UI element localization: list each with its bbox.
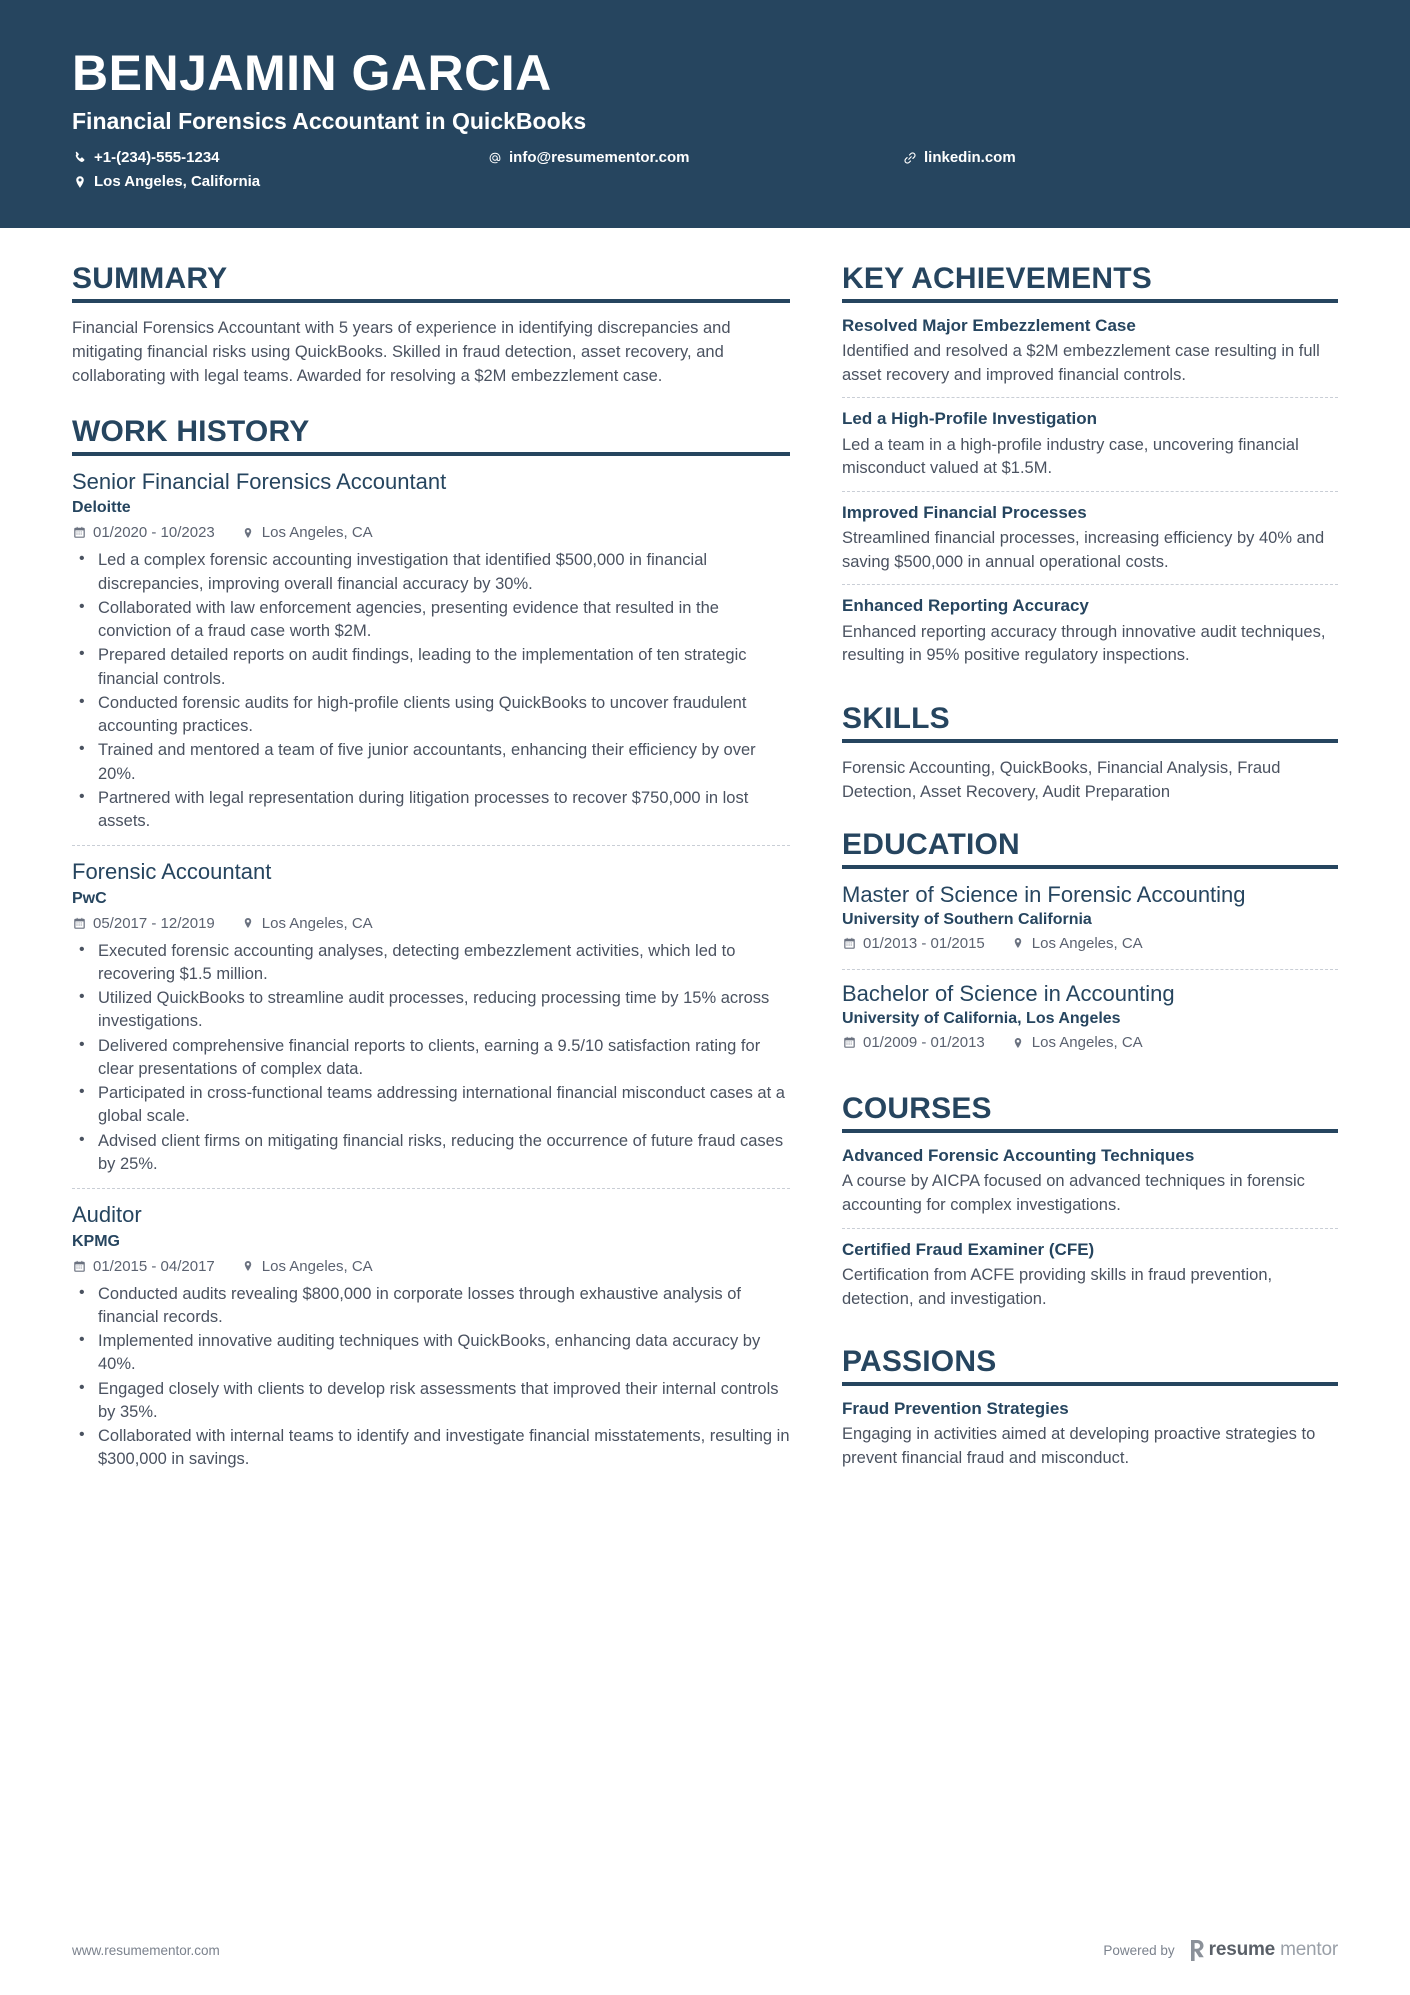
calendar-icon (72, 916, 86, 930)
work-bullet: • Collaborated with internal teams to identify and investigate financial misstatements, resulting in $300,000 in savings. (94, 1425, 790, 1472)
work-entry (72, 469, 790, 845)
calendar-icon (72, 1259, 86, 1273)
course-title: Advanced Forensic Accounting Techniques (842, 1145, 1195, 1165)
work-bullet: • Prepared detailed reports on audit findings, leading to the implementation of ten strategic financial controls. (94, 644, 790, 691)
header-job-title: Financial Forensics Accountant in QuickBooks (72, 108, 587, 134)
work-history-heading-rule (72, 452, 790, 456)
work-meta (72, 524, 790, 541)
work-bullet: • Executed forensic accounting analyses, detecting embezzlement activities, which led to recovering $1.5 million. (94, 940, 790, 987)
contact-row-secondary (72, 173, 1338, 190)
left-column (72, 228, 790, 1511)
education-heading-rule (842, 865, 1338, 869)
key-achievements-heading-rule (842, 299, 1338, 303)
achievement-title: Improved Financial Processes (842, 502, 1087, 522)
section-work-history (72, 415, 790, 1483)
work-bullet: • Collaborated with law enforcement agencies, presenting evidence that resulted in the conviction of a fraud case worth $2M. (94, 597, 790, 644)
work-location (241, 1258, 373, 1275)
resume-header (0, 0, 1410, 228)
work-role: Senior Financial Forensics Accountant (72, 468, 447, 494)
achievement-title: Led a High-Profile Investigation (842, 409, 1098, 429)
contact-phone-text: +1-(234)-555-1234 (94, 149, 220, 166)
work-dates-text: 01/2015 - 04/2017 (93, 1257, 215, 1275)
course-title: Certified Fraud Examiner (CFE) (842, 1239, 1095, 1259)
work-bullet: • Implemented innovative auditing techniques with QuickBooks, enhancing data accuracy by 40%. (94, 1330, 790, 1377)
map-pin-icon (1011, 1036, 1025, 1050)
work-dates-text: 05/2017 - 12/2019 (93, 914, 215, 932)
work-role: Auditor (72, 1202, 142, 1228)
work-dates (72, 1258, 215, 1275)
work-role: Forensic Accountant (72, 859, 272, 885)
education-dates-text: 01/2013 - 01/2015 (863, 934, 985, 952)
section-summary (72, 262, 790, 388)
achievement-desc: Identified and resolved a $2M embezzlement case resulting in full asset recovery and improved financial controls. (842, 341, 1320, 384)
work-bullet: • Participated in cross-functional teams addressing international financial misconduct cases at a global scale. (94, 1082, 790, 1129)
section-passions (842, 1345, 1338, 1480)
achievement-desc: Led a team in a high-profile industry case, uncovering financial misconduct valued at $1.5M. (842, 435, 1299, 478)
work-location-text: Los Angeles, CA (261, 914, 373, 932)
education-meta (842, 1034, 1338, 1051)
achievement-item (842, 316, 1338, 398)
courses-heading: COURSES (842, 1092, 992, 1126)
calendar-icon (842, 936, 856, 950)
course-item (842, 1146, 1338, 1228)
work-company: Deloitte (72, 499, 131, 517)
resumementor-mark-icon (1189, 1940, 1204, 1961)
education-location-text: Los Angeles, CA (1031, 934, 1143, 952)
education-location-text: Los Angeles, CA (1031, 1034, 1143, 1052)
passion-title: Fraud Prevention Strategies (842, 1398, 1069, 1418)
achievement-title: Resolved Major Embezzlement Case (842, 315, 1136, 335)
courses-heading-rule (842, 1129, 1338, 1133)
work-location (241, 524, 373, 541)
contact-row-primary (72, 149, 1338, 166)
section-education (842, 828, 1338, 1068)
page-title: BENJAMIN GARCIA (72, 45, 552, 101)
education-degree: Bachelor of Science in Accounting (842, 980, 1175, 1006)
work-dates (72, 915, 215, 932)
contact-location (72, 173, 487, 190)
work-location (241, 915, 373, 932)
passion-desc: Engaging in activities aimed at developing proactive strategies to prevent financial fraud and misconduct. (842, 1425, 1316, 1467)
calendar-icon (72, 526, 86, 540)
work-bullets (72, 1283, 790, 1472)
section-courses (842, 1092, 1338, 1321)
calendar-icon (842, 1036, 856, 1050)
resume-footer (0, 1939, 1410, 1961)
contact-location-text: Los Angeles, California (94, 173, 261, 190)
work-bullet: • Led a complex forensic accounting investigation that identified $500,000 in financial discrepancies, improving overall financial accuracy by 30%. (94, 549, 790, 596)
contact-email[interactable] (487, 149, 902, 166)
link-icon (902, 150, 917, 165)
contact-email-text: info@resumementor.com (509, 149, 690, 166)
work-bullet: • Delivered comprehensive financial reports to clients, earning a 9.5/10 satisfaction rating for clear presentations of complex data. (94, 1035, 790, 1082)
work-bullet: • Conducted audits revealing $800,000 in corporate losses through exhaustive analysis of financial records. (94, 1283, 790, 1330)
summary-heading: SUMMARY (72, 262, 228, 295)
key-achievements-heading: KEY ACHIEVEMENTS (842, 262, 1152, 295)
phone-icon (72, 150, 87, 165)
resumementor-logo (1189, 1939, 1338, 1961)
work-entry (72, 1188, 790, 1483)
course-item (842, 1228, 1338, 1322)
work-bullet: • Conducted forensic audits for high-profile clients using QuickBooks to uncover fraudulent accounting practices. (94, 692, 790, 739)
skills-heading-rule (842, 739, 1338, 743)
contact-link-text: linkedin.com (924, 149, 1016, 166)
course-desc: Certification from ACFE providing skills in fraud prevention, detection, and investigation. (842, 1265, 1273, 1308)
work-history-heading: WORK HISTORY (72, 415, 310, 449)
education-entry (842, 882, 1338, 969)
email-at-icon (487, 150, 502, 165)
achievement-item (842, 397, 1338, 491)
work-dates-text: 01/2020 - 10/2023 (93, 524, 215, 542)
footer-powered-by: Powered by (1103, 1942, 1175, 1958)
education-school: University of California, Los Angeles (842, 1010, 1121, 1028)
achievement-desc: Streamlined financial processes, increasing efficiency by 40% and saving $500,000 in annual operational costs. (842, 529, 1325, 571)
work-meta (72, 915, 790, 932)
education-location (1011, 1034, 1143, 1051)
section-key-achievements (842, 262, 1338, 678)
map-pin-icon (1011, 936, 1025, 950)
work-bullet: • Advised client firms on mitigating financial risks, reducing the occurrence of future fraud cases by 25%. (94, 1130, 790, 1177)
passions-heading: PASSIONS (842, 1345, 997, 1379)
map-pin-icon (241, 526, 255, 540)
map-pin-icon (241, 1259, 255, 1273)
work-entry (72, 845, 790, 1188)
map-pin-icon (72, 174, 87, 189)
course-desc: A course by AICPA focused on advanced techniques in forensic accounting for complex investigations. (842, 1172, 1305, 1214)
map-pin-icon (241, 916, 255, 930)
work-bullet: • Partnered with legal representation during litigation processes to recover $750,000 in lost assets. (94, 787, 790, 834)
brand-name-strong: resume (1208, 1939, 1276, 1960)
work-bullet: • Trained and mentored a team of five junior accountants, enhancing their efficiency by over 20%. (94, 739, 790, 786)
skills-heading: SKILLS (842, 701, 950, 735)
achievement-item (842, 491, 1338, 585)
skills-text: Forensic Accounting, QuickBooks, Financial Analysis, Fraud Detection, Asset Recovery, Audit Preparation (842, 758, 1281, 801)
passions-heading-rule (842, 1382, 1338, 1386)
work-bullet: • Engaged closely with clients to develop risk assessments that improved their internal controls by 35%. (94, 1378, 790, 1425)
summary-text: Financial Forensics Accountant with 5 years of experience in identifying discrepancies and mitigating financial risks using QuickBooks. Skilled in fraud detection, asset recovery, and collaborating with legal teams. Awarded for resolving a $2M embezzlement case. (72, 318, 731, 386)
right-column (842, 228, 1338, 1511)
summary-heading-rule (72, 299, 790, 303)
education-school: University of Southern California (842, 910, 1092, 928)
work-meta (72, 1258, 790, 1275)
education-dates (842, 935, 985, 952)
contact-phone[interactable] (72, 149, 487, 166)
footer-brand-area (1103, 1939, 1338, 1961)
education-dates-text: 01/2009 - 01/2013 (863, 1034, 985, 1052)
work-company: PwC (72, 889, 107, 907)
footer-website[interactable]: www.resumementor.com (72, 1942, 220, 1958)
work-bullets (72, 940, 790, 1177)
education-location (1011, 935, 1143, 952)
work-location-text: Los Angeles, CA (261, 1257, 373, 1275)
brand-name-light: mentor (1280, 1939, 1338, 1960)
work-bullet: • Utilized QuickBooks to streamline audit processes, reducing processing time by 15% across investigations. (94, 987, 790, 1034)
work-company: KPMG (72, 1232, 120, 1250)
contact-link[interactable] (902, 149, 1202, 166)
achievement-title: Enhanced Reporting Accuracy (842, 596, 1089, 616)
work-bullets (72, 549, 790, 833)
education-dates (842, 1034, 985, 1051)
resume-body (0, 228, 1410, 1511)
section-skills (842, 702, 1338, 804)
education-meta (842, 935, 1338, 952)
achievement-desc: Enhanced reporting accuracy through innovative audit techniques, resulting in 95% positive regulatory inspections. (842, 622, 1326, 665)
work-dates (72, 524, 215, 541)
education-heading: EDUCATION (842, 828, 1020, 861)
achievement-item (842, 584, 1338, 678)
passion-item (842, 1399, 1338, 1481)
education-entry (842, 969, 1338, 1068)
education-degree: Master of Science in Forensic Accounting (842, 881, 1246, 907)
work-location-text: Los Angeles, CA (261, 524, 373, 542)
